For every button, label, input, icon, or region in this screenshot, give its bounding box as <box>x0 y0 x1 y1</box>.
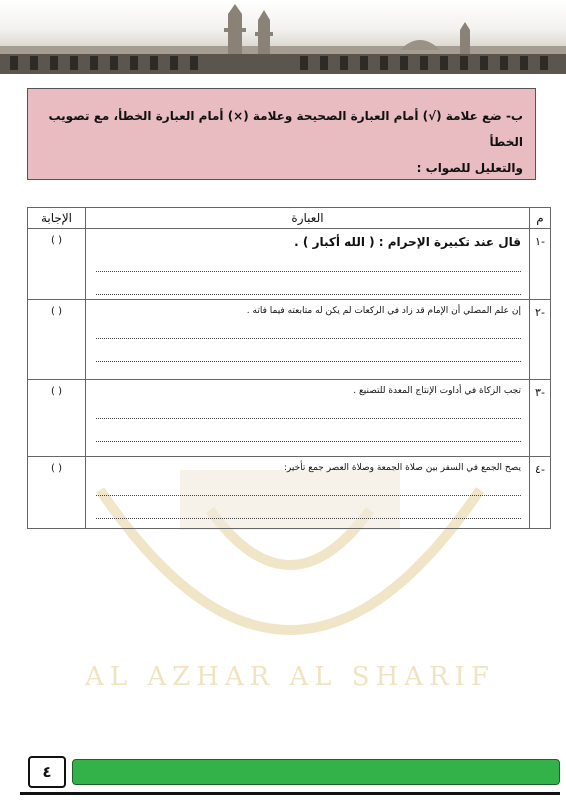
answer-line[interactable] <box>96 343 521 362</box>
statement-cell <box>86 457 530 529</box>
statement-cell <box>86 229 530 300</box>
watermark-text: AL AZHAR AL SHARIF <box>85 662 495 692</box>
answer-line[interactable] <box>96 477 521 496</box>
table-row <box>28 380 551 457</box>
table-row <box>28 300 551 380</box>
statement-text: قال عند تكبيرة الإحرام : ( الله أكبار ) . <box>294 235 521 249</box>
row-number: -٢ <box>530 300 551 380</box>
table-row <box>28 457 551 529</box>
instruction-line-2: والتعليل للصواب : <box>416 161 523 175</box>
statement-cell <box>86 300 530 380</box>
row-number: -٤ <box>530 457 551 529</box>
answer-mark[interactable]: ( ) <box>28 457 86 529</box>
answer-mark[interactable]: ( ) <box>28 229 86 300</box>
header-statement: العبارة <box>86 208 530 229</box>
answer-line[interactable] <box>96 500 521 519</box>
answer-line[interactable] <box>96 320 521 339</box>
header-num: م <box>530 208 551 229</box>
row-number: -١ <box>530 229 551 300</box>
instruction-box <box>27 88 536 180</box>
row-number: -٣ <box>530 380 551 457</box>
table-row <box>28 229 551 300</box>
answer-line[interactable] <box>96 253 521 272</box>
footer-bar <box>72 759 560 785</box>
answer-mark[interactable]: ( ) <box>28 380 86 457</box>
statement-cell <box>86 380 530 457</box>
answer-line[interactable] <box>96 276 521 295</box>
answer-mark[interactable]: ( ) <box>28 300 86 380</box>
true-false-table <box>27 207 551 529</box>
page-number: ٤ <box>28 756 66 788</box>
statement-text: يصح الجمع في السفر بين صلاة الجمعة وصلاة العصر جمع تأخير: <box>283 463 521 473</box>
header-answer: الإجابة <box>28 208 86 229</box>
answer-line[interactable] <box>96 400 521 419</box>
table-header-row <box>28 208 551 229</box>
footer-divider <box>20 792 560 795</box>
instruction-line-1: ب- ضع علامة (√) أمام العبارة الصحيحة وعلامة (×) أمام العبارة الخطأ، مع تصويب الخطأ <box>48 109 523 149</box>
statement-text: إن علم المصلي أن الإمام قد زاد في الركعات لم يكن له متابعته فيما فاته . <box>246 306 521 316</box>
header-banner-image <box>0 0 566 74</box>
answer-line[interactable] <box>96 423 521 442</box>
statement-text: تجب الزكاة في أداوت الإنتاج المعدة للتصنيع . <box>353 386 521 396</box>
